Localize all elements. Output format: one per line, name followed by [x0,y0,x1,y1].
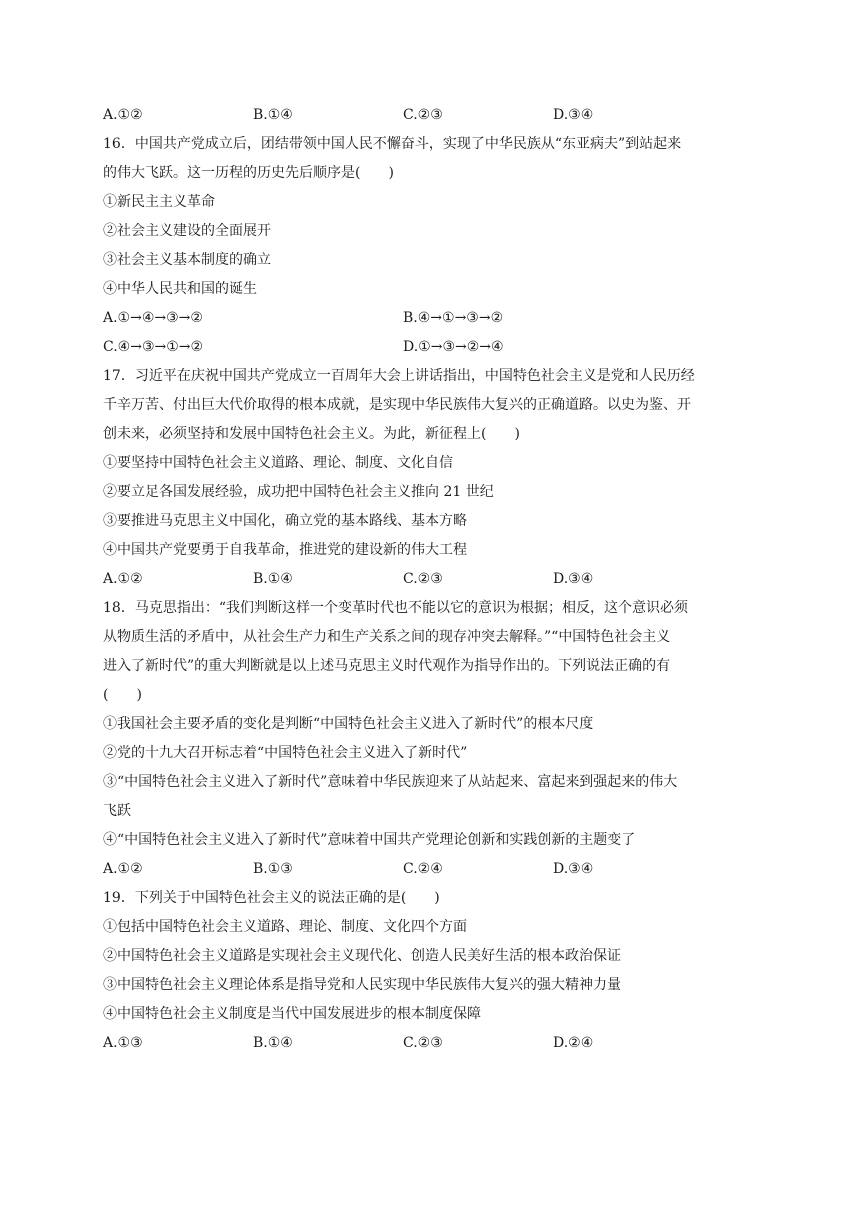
question-16 [103,130,755,362]
q16-stem-line: 的伟大飞跃。这一历程的历史先后顺序是( ) [103,165,394,181]
q18-stem-line: ( ) [103,687,142,703]
q18-item: ①我国社会主要矛盾的变化是判断“中国特色社会主义进入了新时代”的根本尺度 [103,716,594,732]
question-19 [103,884,755,1058]
q17-options [103,565,755,594]
question-18 [103,594,755,884]
option-b: B.①④ [253,1035,293,1051]
option-c: C.②③ [403,107,443,123]
option-d: D.③④ [553,861,594,877]
q19-stem-line: 19．下列关于中国特色社会主义的说法正确的是( ) [103,890,440,906]
q18-options [103,855,755,884]
q17-item: ③要推进马克思主义中国化，确立党的基本路线、基本方略 [103,513,467,529]
q18-stem-line: 进入了新时代”的重大判断就是以上述马克思主义时代观作为指导作出的。下列说法正确的有 [103,658,671,674]
q16-item: ②社会主义建设的全面展开 [103,223,271,239]
q19-item: ①包括中国特色社会主义道路、理论、制度、文化四个方面 [103,919,467,935]
q16-item: ③社会主义基本制度的确立 [103,252,271,268]
q16-stem-line: 16．中国共产党成立后，团结带领中国人民不懈奋斗，实现了中华民族从“东亚病夫”到站起来 [103,136,682,152]
q16-item: ④中华人民共和国的诞生 [103,281,257,297]
option-c: C.②③ [403,571,443,587]
option-b: B.①④ [253,571,293,587]
q16-options-row [103,304,755,333]
option-b: B.④→①→③→② [403,310,504,326]
option-b: B.①③ [253,861,293,877]
question-list [103,101,755,1058]
q19-item: ④中国特色社会主义制度是当代中国发展进步的根本制度保障 [103,1006,481,1022]
q18-stem-line: 从物质生活的矛盾中，从社会生产力和生产关系之间的现存冲突去解释。”“中国特色社会主义 [103,629,671,645]
q19-item: ③中国特色社会主义理论体系是指导党和人民实现中华民族伟大复兴的强大精神力量 [103,977,621,993]
option-c: C.④→③→①→② [103,339,204,355]
q17-item: ②要立足各国发展经验，成功把中国特色社会主义推向 21 世纪 [103,484,494,500]
q18-item: ②党的十九大召开标志着“中国特色社会主义进入了新时代” [103,745,468,761]
q18-item: ③“中国特色社会主义进入了新时代”意味着中华民族迎来了从站起来、富起来到强起来的伟大 [103,774,678,790]
option-b: B.①④ [253,107,293,123]
q17-item: ①要坚持中国特色社会主义道路、理论、制度、文化自信 [103,455,453,471]
option-d: D.①→③→②→④ [403,339,504,355]
option-a: A.①② [103,571,143,587]
q17-stem-line: 千辛万苦、付出巨大代价取得的根本成就，是实现中华民族伟大复兴的正确道路。以史为鉴、开 [103,397,691,413]
q19-options [103,1029,755,1058]
option-c: C.②③ [403,1035,443,1051]
option-a: A.①② [103,107,143,123]
q17-item: ④中国共产党要勇于自我革命，推进党的建设新的伟大工程 [103,542,467,558]
q18-item: 飞跃 [103,803,131,819]
q17-stem-line: 创未来，必须坚持和发展中国特色社会主义。为此，新征程上( ) [103,426,520,442]
option-a: A.①③ [103,1035,143,1051]
option-a: A.①② [103,861,143,877]
option-a: A.①→④→③→② [103,310,203,326]
q15-options [103,101,755,130]
q18-stem-line: 18．马克思指出：“我们判断这样一个变革时代也不能以它的意识为根据；相反，这个意识必须 [103,600,688,616]
q16-options-row [103,333,755,362]
question-17 [103,362,755,594]
option-d: D.②④ [553,1035,594,1051]
q17-stem-line: 17．习近平在庆祝中国共产党成立一百周年大会上讲话指出，中国特色社会主义是党和人民历经 [103,368,695,384]
option-c: C.②④ [403,861,443,877]
q18-item: ④“中国特色社会主义进入了新时代”意味着中国共产党理论创新和实践创新的主题变了 [103,832,636,848]
q16-item: ①新民主主义革命 [103,194,215,210]
option-d: D.③④ [553,571,594,587]
q19-item: ②中国特色社会主义道路是实现社会主义现代化、创造人民美好生活的根本政治保证 [103,948,621,964]
option-d: D.③④ [553,107,594,123]
